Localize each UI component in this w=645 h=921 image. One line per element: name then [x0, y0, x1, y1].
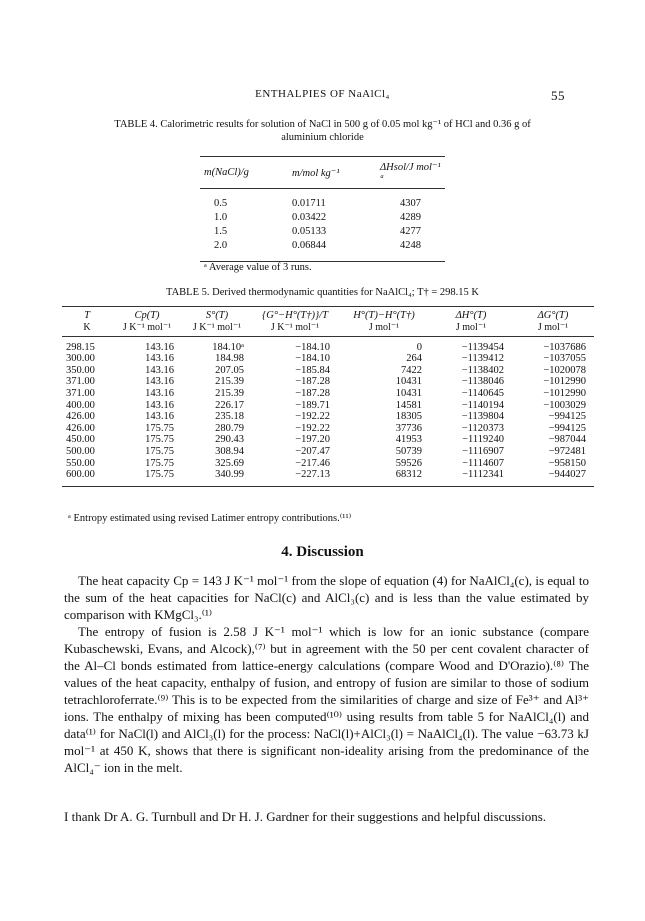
table-cell: 207.05 [215, 364, 244, 376]
table5-header-row [62, 307, 594, 323]
table-cell: 4289 [400, 212, 421, 223]
table-cell: 14581 [395, 399, 422, 411]
table-cell: −1112341 [462, 469, 504, 481]
table4-caption-line2: aluminium chloride [281, 132, 364, 143]
table-cell: 4277 [400, 226, 421, 237]
table4-caption [60, 118, 585, 144]
table-cell: 37736 [395, 422, 422, 434]
table-cell: 143.16 [145, 353, 174, 365]
table-cell: 143.16 [145, 376, 174, 388]
table-cell: 280.79 [215, 422, 244, 434]
table-cell: 550.00 [66, 457, 95, 469]
table5-unit-cell: J K⁻¹ mol⁻¹ [182, 322, 252, 336]
table-cell: 226.17 [215, 399, 244, 411]
table-cell: −184.10 [295, 341, 330, 353]
table-row [62, 458, 594, 470]
table-cell: 68312 [395, 469, 422, 481]
table-cell: −1037686 [543, 341, 586, 353]
table-cell: −1012990 [543, 387, 586, 399]
table-cell: 350.00 [66, 364, 95, 376]
table-cell: 308.94 [215, 445, 244, 457]
table-row [62, 342, 594, 354]
table-cell: −192.22 [295, 422, 330, 434]
table5-unit-cell: J K⁻¹ mol⁻¹ [112, 322, 182, 336]
table-cell: −944027 [548, 469, 586, 481]
table-cell: 143.16 [145, 341, 174, 353]
paragraph: The entropy of fusion is 2.58 J K⁻¹ mol⁻¹ which is low for an ionic substance (compare Kubaschewski, Evans, and Alcock),⁽⁷⁾ but in agreement with the 50 per cent covalent character of the Al–Cl bonds estimated from lattice-energy calculations (compare Wood and D'Orazio).⁽⁸⁾ The values of the heat capacity, enthalpy of fusion, and entropy of fusion are similar to those of sodium tetrachloroferrate.⁽⁹⁾ This is to be expected from the similarities of charge and size of Fe³⁺ and Al³⁺ ions. The enthalpy of mixing has been computed⁽¹⁰⁾ using results from table 5 for NaAlCl₄(l) and data⁽¹⁾ for NaCl(l) and AlCl₃(l) for the process: NaCl(l)+AlCl₃(l) = NaAlCl₄(l). The value −63.73 kJ mol⁻¹ at 450 K, shows that there is significant non-ideality arising from the predominance of the AlCl₄⁻ ion in the melt. [64, 624, 589, 775]
table-cell: −1140194 [461, 399, 504, 411]
table-row [200, 225, 445, 239]
table-cell: 298.15 [66, 341, 95, 353]
table-cell: 426.00 [66, 411, 95, 423]
table-cell: 0 [416, 341, 422, 353]
table-cell: −1138046 [461, 376, 504, 388]
table5-body [62, 336, 594, 486]
table5-header-cell: Cp(T) [112, 307, 182, 323]
table-cell: −1140645 [461, 387, 504, 399]
table-row [62, 411, 594, 423]
table-cell: −189.71 [295, 399, 330, 411]
table-cell: 1.0 [214, 212, 228, 223]
table4-header-cell: ΔHsol/J mol⁻¹ ᵃ [376, 157, 445, 189]
table-row [62, 469, 594, 481]
table-cell: 450.00 [66, 434, 95, 446]
table-cell: 4248 [400, 240, 421, 251]
table-row [62, 353, 594, 365]
table-cell: 175.75 [145, 422, 174, 434]
running-title: ENTHALPIES OF NaAlCl₄ [255, 88, 390, 100]
table-cell: 215.39 [215, 376, 244, 388]
table-row [62, 434, 594, 446]
table-cell: −197.20 [295, 434, 330, 446]
table-cell: 0.05133 [292, 226, 327, 237]
table5-header-cell: S°(T) [182, 307, 252, 323]
table-row [62, 388, 594, 400]
table-cell: 143.16 [145, 399, 174, 411]
table-cell: 300.00 [66, 353, 95, 365]
table-cell: −1012990 [543, 376, 586, 388]
table-row [200, 211, 445, 225]
table-cell: −227.13 [295, 469, 330, 481]
table-cell: 10431 [395, 376, 422, 388]
table5-caption: TABLE 5. Derived thermodynamic quantities for NaAlCl₄; T† = 298.15 K [166, 287, 479, 298]
table-cell: −184.10 [295, 353, 330, 365]
table-cell: 325.69 [215, 457, 244, 469]
table-cell: 175.75 [145, 434, 174, 446]
table-cell: 371.00 [66, 376, 95, 388]
table-cell: 215.39 [215, 387, 244, 399]
table-cell: −972481 [548, 445, 586, 457]
table5-header-cell: H°(T)−H°(T†) [338, 307, 430, 323]
table4-header-cell: m/mol kg⁻¹ [288, 157, 376, 189]
table-cell: 143.16 [145, 411, 174, 423]
table-cell: −192.22 [295, 411, 330, 423]
table-cell: 340.99 [215, 469, 244, 481]
table-cell: −1139804 [461, 411, 504, 423]
table-cell: −217.46 [295, 457, 330, 469]
table-cell: −1003029 [543, 399, 586, 411]
table4-header-cell: m(NaCl)/g [200, 157, 288, 189]
table5-units-row [62, 322, 594, 336]
table-cell: −987044 [548, 434, 586, 446]
table-cell: −1119240 [462, 434, 504, 446]
table-cell: −1138402 [461, 364, 504, 376]
table5-unit-cell: J K⁻¹ mol⁻¹ [252, 322, 338, 336]
table-cell: 264 [406, 353, 422, 365]
table-cell: −958150 [548, 457, 586, 469]
table5-header-cell: T [62, 307, 112, 323]
table-cell: 59526 [395, 457, 422, 469]
table-cell: −1037055 [543, 353, 586, 365]
table-cell: 2.0 [214, 240, 228, 251]
table-cell: 175.75 [145, 445, 174, 457]
table-cell: −187.28 [295, 376, 330, 388]
table-cell: 184.98 [215, 353, 244, 365]
table-cell: 7422 [401, 364, 422, 376]
table-row [200, 239, 445, 253]
table-cell: 0.06844 [292, 240, 327, 251]
paragraph: I thank Dr A. G. Turnbull and Dr H. J. Gardner for their suggestions and helpful discussions. [64, 809, 547, 824]
table5-header-cell: ΔG°(T) [512, 307, 594, 323]
table-cell: 371.00 [66, 387, 95, 399]
table-cell: 18305 [395, 411, 422, 423]
table-row [62, 400, 594, 412]
page-number: 55 [551, 88, 565, 103]
paragraph: The heat capacity Cp = 143 J K⁻¹ mol⁻¹ from the slope of equation (4) for NaAlCl₄(c), is equal to the sum of the heat capacities for NaCl(c) and AlCl₃(c) and is less than the value estimated by comparison with KMgCl₃.⁽¹⁾ [64, 573, 589, 622]
table5-unit-cell: J mol⁻¹ [512, 322, 594, 336]
table-cell: 400.00 [66, 399, 95, 411]
acknowledgement [64, 808, 589, 825]
table-cell: −994125 [548, 411, 586, 423]
table5-unit-cell: K [62, 322, 112, 336]
table5 [62, 306, 594, 487]
table-cell: 0.01711 [292, 198, 326, 209]
table-cell: −185.84 [295, 364, 330, 376]
table-cell: −1139454 [461, 341, 504, 353]
table-cell: 0.5 [214, 198, 228, 209]
table5-footnote: ᵃ Entropy estimated using revised Latimer entropy contributions.⁽¹¹⁾ [68, 513, 352, 524]
table-cell: 10431 [395, 387, 422, 399]
table-cell: 50739 [395, 445, 422, 457]
table-cell: −1114607 [462, 457, 504, 469]
table-cell: −207.47 [295, 445, 330, 457]
table5-header-cell: ΔH°(T) [430, 307, 512, 323]
table-cell: 426.00 [66, 422, 95, 434]
table-row [62, 423, 594, 435]
table4 [200, 156, 445, 262]
table-cell: −1020078 [543, 364, 586, 376]
table4-caption-line1: TABLE 4. Calorimetric results for solution of NaCl in 500 g of 0.05 mol kg⁻¹ of HCl and 0.36 g of [114, 119, 531, 130]
table-cell: 143.16 [145, 364, 174, 376]
table5-unit-cell: J mol⁻¹ [430, 322, 512, 336]
section-heading: 4. Discussion [281, 544, 364, 560]
table-cell: 0.03422 [292, 212, 327, 223]
table-cell: −994125 [548, 422, 586, 434]
table-row [62, 446, 594, 458]
discussion-body [64, 572, 589, 776]
table-cell: 4307 [400, 198, 421, 209]
table-cell: 235.18 [215, 411, 244, 423]
table-cell: 184.10ᵃ [212, 341, 244, 353]
table-row [62, 376, 594, 388]
table5-unit-cell: J mol⁻¹ [338, 322, 430, 336]
table4-header-row [200, 157, 445, 189]
table-cell: −1120373 [461, 422, 504, 434]
table-cell: −187.28 [295, 387, 330, 399]
table-row [200, 197, 445, 211]
table-cell: 143.16 [145, 387, 174, 399]
table-cell: 175.75 [145, 457, 174, 469]
table-row [62, 365, 594, 377]
table4-footnote: ᵃ Average value of 3 runs. [204, 262, 312, 273]
table-cell: 290.43 [215, 434, 244, 446]
table-cell: 500.00 [66, 445, 95, 457]
table-cell: −1116907 [462, 445, 504, 457]
table-cell: 41953 [395, 434, 422, 446]
table-cell: −1139412 [461, 353, 504, 365]
table-cell: 175.75 [145, 469, 174, 481]
table-cell: 1.5 [214, 226, 228, 237]
table-cell: 600.00 [66, 469, 95, 481]
table5-header-cell: {G°−H°(T†)}/T [252, 307, 338, 323]
